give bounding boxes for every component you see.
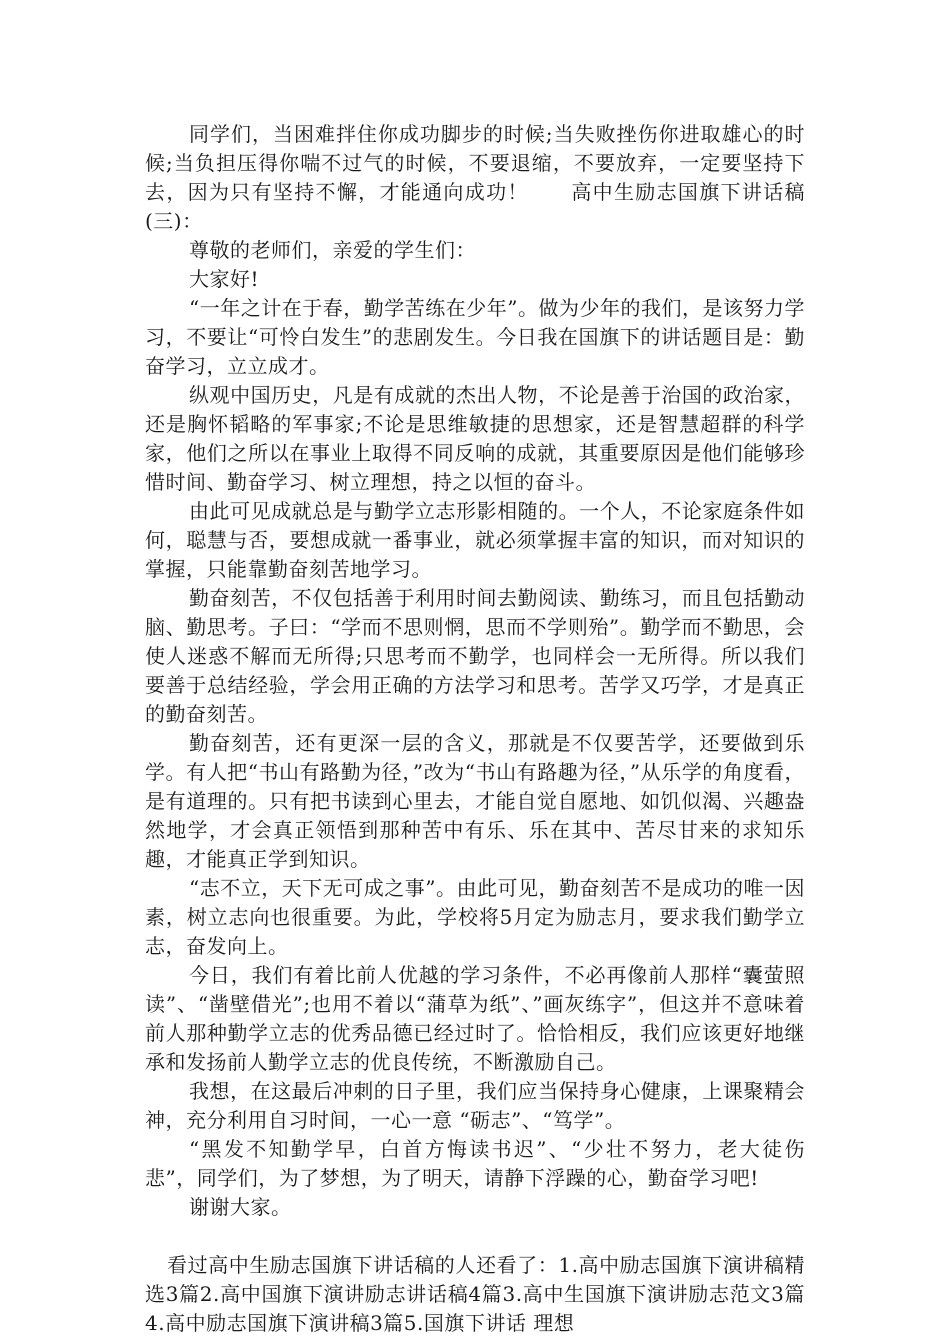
paragraph: 纵观中国历史，凡是有成就的杰出人物，不论是善于治国的政治家，还是胸怀韬略的军事家;不论是思维敏捷的思想家，还是智慧超群的科学家，他们之所以在事业上取得不同反响的成就，其重要原因是他们能够珍惜时间、勤奋学习、树立理想，持之以恒的奋斗。 <box>145 383 805 494</box>
greeting: 大家好! <box>189 267 260 291</box>
salutation: 尊敬的老师们，亲爱的学生们： <box>189 238 476 262</box>
paragraph: “志不立，天下无可成之事”。由此可见，勤奋刻苦不是成功的唯一因素，树立志向也很重要。为此，学校将5月定为励志月，要求我们勤学立志，奋发向上。 <box>145 876 805 958</box>
paragraph: 勤奋刻苦，不仅包括善于利用时间去勤阅读、勤练习，而且包括勤动脑、勤思考。子曰：“学而不思则惘，思而不学则殆”。勤学而不勤思，会使人迷惑不解而无所得;只思考而不勤学，也同样会一无所得。所以我们要善于总结经验，学会用正确的方法学习和思考。苦学又巧学，才是真正的勤奋刻苦。 <box>145 586 805 726</box>
paragraph: “黑发不知勤学早，白首方悔读书迟”、“少壮不努力，老大徒伤悲”，同学们，为了梦想，为了明天，请静下浮躁的心，勤奋学习吧! <box>145 1137 805 1190</box>
document-body <box>145 120 805 1338</box>
paragraph: 我想，在这最后冲刺的日子里，我们应当保持身心健康，上课聚精会神，充分利用自习时间，一心一意 “砺志”、“笃学”。 <box>145 1079 805 1132</box>
related-articles: 看过高中生励志国旗下讲话稿的人还看了：1.高中励志国旗下演讲稿精选3篇2.高中国旗下演讲励志讲话稿4篇3.高中生国旗下演讲励志范文3篇4.高中励志国旗下演讲稿3篇5.国旗下讲话 理想 <box>145 1253 805 1335</box>
paragraph: 同学们，当困难拌住你成功脚步的时候;当失败挫伤你进取雄心的时候;当负担压得你喘不过气的时候，不要退缩，不要放弃，一定要坚持下去，因为只有坚持不懈，才能通向成功！ 高中生励志国旗下讲话稿(三)： <box>145 122 805 233</box>
closing: 谢谢大家。 <box>189 1195 292 1219</box>
paragraph: 勤奋刻苦，还有更深一层的含义，那就是不仅要苦学，还要做到乐学。有人把“书山有路勤为径，”改为“书山有路趣为径，”从乐学的角度看，是有道理的。只有把书读到心里去，才能自觉自愿地、如饥似渴、兴趣盎然地学，才会真正领悟到那种苦中有乐、乐在其中、苦尽甘来的求知乐趣，才能真正学到知识。 <box>145 731 805 871</box>
paragraph: 今日，我们有着比前人优越的学习条件，不必再像前人那样“囊萤照读”、“凿壁借光”;也用不着以“蒲草为纸”、”画灰练字”，但这并不意味着前人那种勤学立志的优秀品德已经过时了。恰恰相反，我们应该更好地继承和发扬前人勤学立志的优良传统，不断激励自己。 <box>145 963 805 1074</box>
paragraph: “一年之计在于春，勤学苦练在少年”。做为少年的我们，是该努力学习，不要让“可怜白发生”的悲剧发生。今日我在国旗下的讲话题目是：勤奋学习，立立成才。 <box>145 296 805 378</box>
spacer <box>145 1222 805 1251</box>
paragraph: 由此可见成就总是与勤学立志形影相随的。一个人，不论家庭条件如何，聪慧与否，要想成就一番事业，就必须掌握丰富的知识，而对知识的掌握，只能靠勤奋刻苦地学习。 <box>145 499 805 581</box>
